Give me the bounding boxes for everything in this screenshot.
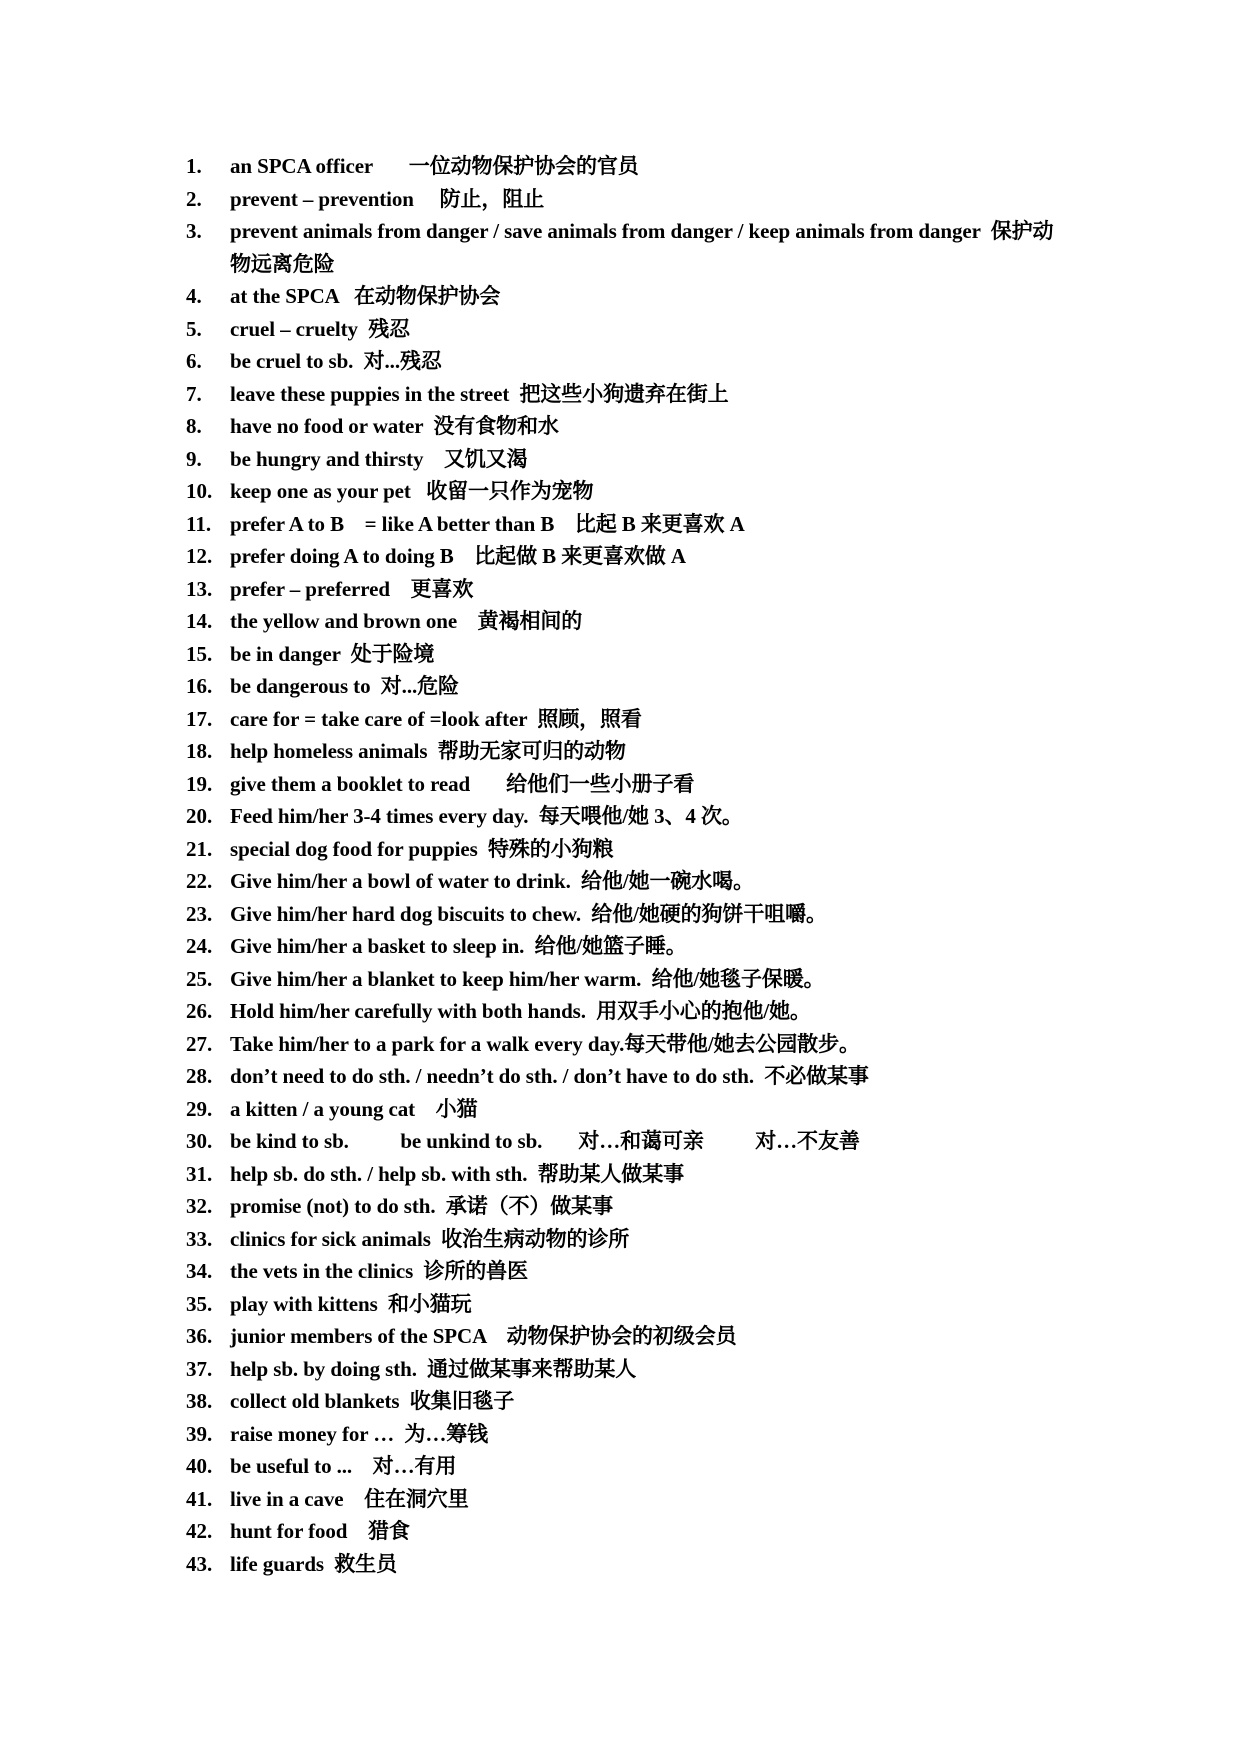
item-text: leave these puppies in the street 把这些小狗遗弃在街上 xyxy=(230,381,729,406)
item-number: 10. xyxy=(186,479,213,503)
vocab-item xyxy=(186,313,1066,346)
item-number: 28. xyxy=(186,1064,213,1088)
item-number: 41. xyxy=(186,1486,213,1511)
item-number: 20. xyxy=(186,804,213,828)
item-text: the yellow and brown one 黄褐相间的 xyxy=(230,609,583,633)
vocab-item xyxy=(186,1385,1066,1418)
item-text: be kind to sb. be unkind to sb. 对…和蔼可亲 对…不友善 xyxy=(230,1129,860,1153)
item-number: 16. xyxy=(186,674,213,698)
vocab-item xyxy=(186,703,1066,736)
item-number: 29. xyxy=(186,1096,213,1121)
item-number: 19. xyxy=(186,771,213,796)
vocab-item xyxy=(186,345,1066,378)
item-text: prefer – preferred 更喜欢 xyxy=(230,576,474,601)
item-text: be cruel to sb. 对...残忍 xyxy=(230,349,442,373)
item-text: raise money for … 为…筹钱 xyxy=(230,1421,489,1446)
item-number: 35. xyxy=(186,1291,213,1316)
vocab-item xyxy=(186,963,1066,996)
vocab-item xyxy=(186,605,1066,638)
item-text: be useful to ... 对…有用 xyxy=(230,1454,457,1478)
item-number: 26. xyxy=(186,999,213,1023)
item-text: be hungry and thirsty 又饥又渴 xyxy=(230,446,528,471)
vocab-item xyxy=(186,1190,1066,1223)
item-number: 6. xyxy=(186,349,202,373)
item-number: 11. xyxy=(186,511,212,536)
item-number: 43. xyxy=(186,1551,213,1576)
item-text: Give him/her hard dog biscuits to chew. 给他/她硬的狗饼干咀嚼。 xyxy=(230,901,827,926)
vocab-item xyxy=(186,1093,1066,1126)
item-text: Give him/her a basket to sleep in. 给他/她篮子睡。 xyxy=(230,934,687,958)
item-number: 23. xyxy=(186,901,213,926)
item-number: 4. xyxy=(186,284,202,308)
item-number: 33. xyxy=(186,1226,213,1251)
vocab-item xyxy=(186,378,1066,411)
vocab-item xyxy=(186,898,1066,931)
item-number: 22. xyxy=(186,869,213,893)
vocab-item xyxy=(186,280,1066,313)
item-number: 24. xyxy=(186,934,213,958)
vocab-item xyxy=(186,768,1066,801)
vocab-item xyxy=(186,670,1066,703)
item-number: 36. xyxy=(186,1324,213,1348)
item-number: 38. xyxy=(186,1389,213,1413)
item-number: 13. xyxy=(186,576,213,601)
item-text: clinics for sick animals 收治生病动物的诊所 xyxy=(230,1226,630,1251)
item-number: 2. xyxy=(186,186,202,211)
item-number: 9. xyxy=(186,446,202,471)
item-text: cruel – cruelty 残忍 xyxy=(230,316,411,341)
vocab-item xyxy=(186,1060,1066,1093)
vocab-item xyxy=(186,638,1066,671)
item-number: 37. xyxy=(186,1356,213,1381)
vocab-item xyxy=(186,1255,1066,1288)
vocab-item xyxy=(186,1320,1066,1353)
item-number: 1. xyxy=(186,154,202,178)
item-number: 18. xyxy=(186,739,213,763)
vocab-item xyxy=(186,150,1066,183)
item-text: help sb. do sth. / help sb. with sth. 帮助某人做某事 xyxy=(230,1161,685,1186)
item-text: don’t need to do sth. / needn’t do sth. / don’t have to do sth. 不必做某事 xyxy=(230,1064,869,1088)
item-text: care for = take care of =look after 照顾，照看 xyxy=(230,706,642,731)
item-text: prefer doing A to doing B 比起做 B 来更喜欢做 A xyxy=(230,544,686,568)
vocab-item xyxy=(186,1125,1066,1158)
item-number: 39. xyxy=(186,1421,213,1446)
vocab-item xyxy=(186,475,1066,508)
item-number: 31. xyxy=(186,1161,213,1186)
vocab-item xyxy=(186,995,1066,1028)
item-text: junior members of the SPCA 动物保护协会的初级会员 xyxy=(230,1324,737,1348)
vocab-item xyxy=(186,1483,1066,1516)
vocab-item xyxy=(186,215,1066,280)
item-number: 14. xyxy=(186,609,213,633)
vocab-item xyxy=(186,1223,1066,1256)
item-number: 32. xyxy=(186,1194,213,1218)
item-text: be dangerous to 对...危险 xyxy=(230,674,459,698)
item-number: 34. xyxy=(186,1259,213,1283)
vocab-item xyxy=(186,930,1066,963)
item-text: have no food or water 没有食物和水 xyxy=(230,414,559,438)
vocab-item xyxy=(186,508,1066,541)
item-text: special dog food for puppies 特殊的小狗粮 xyxy=(230,836,614,861)
item-number: 42. xyxy=(186,1519,213,1543)
vocab-item xyxy=(186,573,1066,606)
vocab-item xyxy=(186,410,1066,443)
item-text: be in danger 处于险境 xyxy=(230,641,435,666)
vocab-item xyxy=(186,1288,1066,1321)
item-number: 3. xyxy=(186,219,202,243)
vocab-item xyxy=(186,183,1066,216)
item-text: live in a cave 住在洞穴里 xyxy=(230,1486,469,1511)
vocab-item xyxy=(186,865,1066,898)
item-number: 17. xyxy=(186,706,213,731)
vocab-item xyxy=(186,735,1066,768)
item-number: 12. xyxy=(186,544,213,568)
vocab-item xyxy=(186,833,1066,866)
vocab-item xyxy=(186,1548,1066,1581)
vocab-item xyxy=(186,1353,1066,1386)
vocab-item xyxy=(186,800,1066,833)
item-text: Take him/her to a park for a walk every day.每天带他/她去公园散步。 xyxy=(230,1031,860,1056)
item-text: hunt for food 猎食 xyxy=(230,1519,410,1543)
vocabulary-list xyxy=(186,150,1066,1580)
item-text: Hold him/her carefully with both hands. 用双手小心的抱他/她。 xyxy=(230,999,811,1023)
item-text: keep one as your pet 收留一只作为宠物 xyxy=(230,479,594,503)
item-text: prevent – prevention 防止，阻止 xyxy=(230,186,545,211)
item-text: Feed him/her 3-4 times every day. 每天喂他/她 3、4 次。 xyxy=(230,804,743,828)
item-number: 40. xyxy=(186,1454,213,1478)
item-text: prefer A to B = like A better than B 比起 B 来更喜欢 A xyxy=(230,511,745,536)
item-text: give them a booklet to read 给他们一些小册子看 xyxy=(230,771,695,796)
item-text: collect old blankets 收集旧毯子 xyxy=(230,1389,515,1413)
item-text: the vets in the clinics 诊所的兽医 xyxy=(230,1259,528,1283)
vocab-item xyxy=(186,443,1066,476)
item-text: at the SPCA 在动物保护协会 xyxy=(230,284,501,308)
item-number: 8. xyxy=(186,414,202,438)
vocab-item xyxy=(186,1028,1066,1061)
vocab-item xyxy=(186,1515,1066,1548)
item-text: help homeless animals 帮助无家可归的动物 xyxy=(230,739,626,763)
vocab-item xyxy=(186,1418,1066,1451)
item-number: 15. xyxy=(186,641,213,666)
item-text: an SPCA officer 一位动物保护协会的官员 xyxy=(230,154,639,178)
item-text: a kitten / a young cat 小猫 xyxy=(230,1096,478,1121)
item-text: promise (not) to do sth. 承诺（不）做某事 xyxy=(230,1194,613,1218)
vocab-item xyxy=(186,1158,1066,1191)
item-number: 5. xyxy=(186,316,202,341)
item-number: 7. xyxy=(186,381,202,406)
item-text: help sb. by doing sth. 通过做某事来帮助某人 xyxy=(230,1356,637,1381)
item-text: Give him/her a blanket to keep him/her warm. 给他/她毯子保暖。 xyxy=(230,966,825,991)
vocab-item xyxy=(186,1450,1066,1483)
item-number: 27. xyxy=(186,1031,213,1056)
item-number: 30. xyxy=(186,1129,213,1153)
item-text: life guards 救生员 xyxy=(230,1551,397,1576)
item-text: play with kittens 和小猫玩 xyxy=(230,1291,472,1316)
item-text: Give him/her a bowl of water to drink. 给他/她一碗水喝。 xyxy=(230,869,754,893)
vocab-item xyxy=(186,540,1066,573)
item-number: 21. xyxy=(186,836,213,861)
item-text: prevent animals from danger / save animals from danger / keep animals from danger 保护动物远离危险 xyxy=(230,219,1054,276)
item-number: 25. xyxy=(186,966,213,991)
